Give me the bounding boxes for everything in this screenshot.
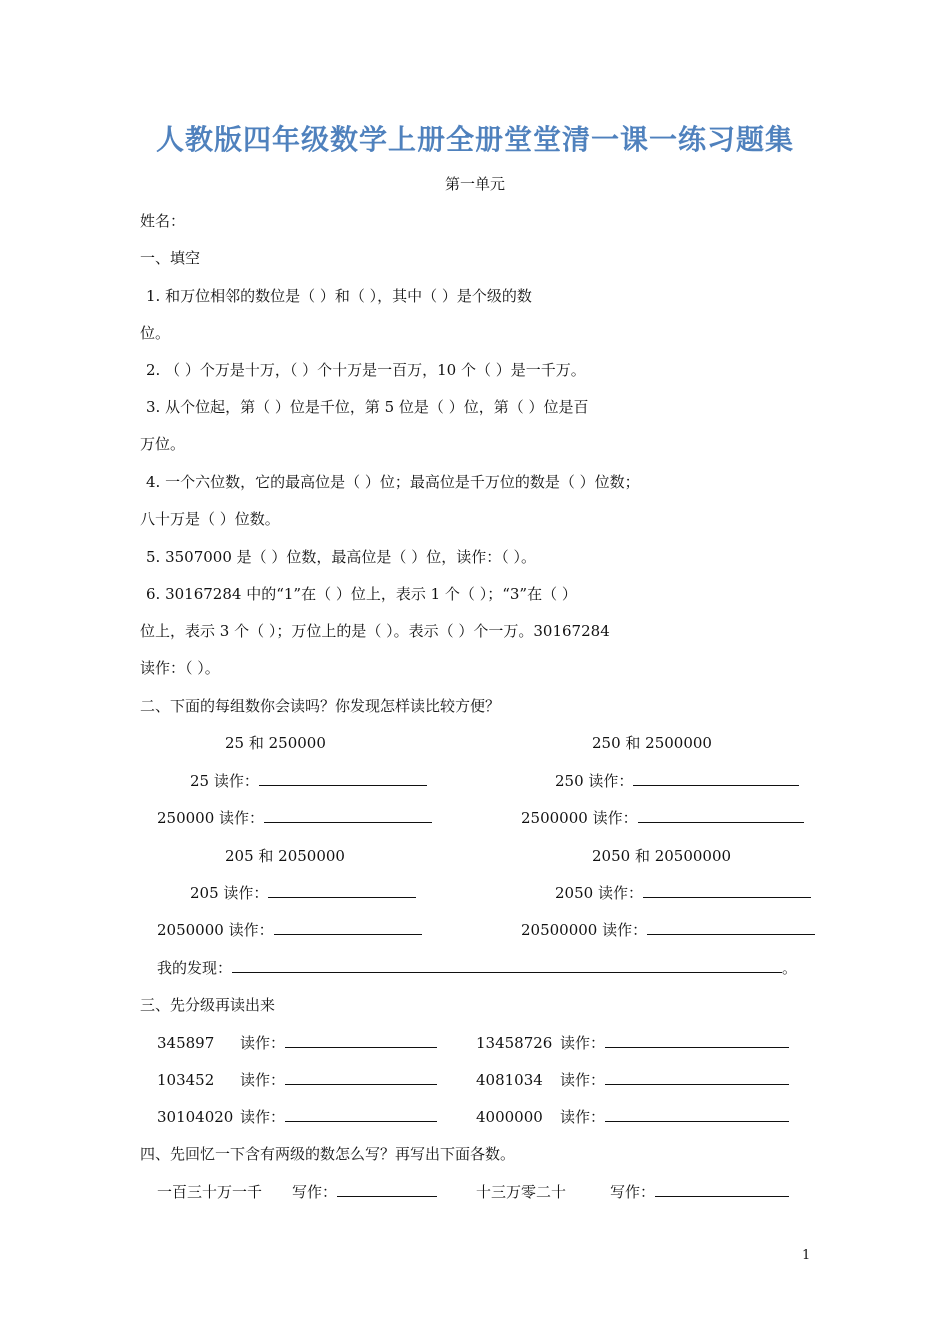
question-4-line-1: 4. 一个六位数，它的最高位是（ ）位；最高位是千万位的数是（ ）位数； <box>146 473 640 491</box>
question-5-line-1: 5. 3507000 是（ ）位数，最高位是（ ）位，读作：（ ）。 <box>146 548 536 566</box>
question-3-line-2: 万位。 <box>140 435 186 453</box>
answer-blank[interactable] <box>285 1107 437 1122</box>
number-left: 103452 <box>157 1071 215 1089</box>
number-right: 4000000 <box>476 1108 543 1126</box>
question-6-line-2: 位上，表示 3 个（ ）；万位上的是（ ）。表示（ ）个一万。30167284 <box>140 622 610 640</box>
write-item-2: 十三万零二十 <box>476 1183 567 1201</box>
answer-blank[interactable] <box>643 883 811 898</box>
write-label: 写作： <box>610 1183 656 1201</box>
answer-blank[interactable] <box>285 1033 437 1048</box>
group-2-right-title: 2050 和 20500000 <box>592 847 732 865</box>
read-label: 读作： <box>240 1108 286 1126</box>
number-right: 4081034 <box>476 1071 543 1089</box>
read-label: 读作： <box>560 1034 606 1052</box>
write-row-2 <box>610 1182 789 1202</box>
read-row-2-right <box>560 1070 789 1090</box>
reading-row-2-left <box>157 808 432 828</box>
answer-blank[interactable] <box>274 920 422 935</box>
read-row-3-left <box>240 1107 437 1127</box>
reading-row-3-right <box>555 883 811 903</box>
name-label: 姓名： <box>140 212 186 230</box>
question-6-line-1: 6. 30167284 中的“1”在（ ）位上，表示 1 个（ ）；“3”在（ ） <box>146 585 577 603</box>
answer-blank[interactable] <box>633 771 799 786</box>
write-row-1 <box>292 1182 437 1202</box>
unit-subtitle: 第一单元 <box>444 175 505 193</box>
reading-label: 2050 读作： <box>555 884 643 902</box>
answer-blank[interactable] <box>285 1070 437 1085</box>
discovery-blank[interactable] <box>232 958 782 973</box>
read-row-1-right <box>560 1033 789 1053</box>
answer-blank[interactable] <box>605 1033 789 1048</box>
reading-label: 20500000 读作： <box>521 921 648 939</box>
page-number: 1 <box>802 1248 811 1263</box>
discovery-label: 我的发现： <box>157 959 233 977</box>
answer-blank[interactable] <box>647 920 815 935</box>
reading-row-4-left <box>157 920 422 940</box>
write-item-1: 一百三十万一千 <box>157 1183 263 1201</box>
reading-row-2-right <box>521 808 804 828</box>
question-6-line-3: 读作：（ ）。 <box>140 659 220 677</box>
read-label: 读作： <box>240 1071 286 1089</box>
reading-row-3-left <box>190 883 416 903</box>
reading-row-1-left <box>190 771 427 791</box>
answer-blank[interactable] <box>655 1182 789 1197</box>
answer-blank[interactable] <box>605 1070 789 1085</box>
answer-blank[interactable] <box>264 808 432 823</box>
reading-label: 25 读作： <box>190 772 259 790</box>
read-row-3-right <box>560 1107 789 1127</box>
read-label: 读作： <box>560 1108 606 1126</box>
question-3-line-1: 3. 从个位起，第（ ）位是千位，第 5 位是（ ）位，第（ ）位是百 <box>146 398 589 416</box>
number-left: 345897 <box>157 1034 215 1052</box>
answer-blank[interactable] <box>268 883 416 898</box>
read-row-2-left <box>240 1070 437 1090</box>
reading-row-4-right <box>521 920 815 940</box>
read-row-1-left <box>240 1033 437 1053</box>
group-1-right-title: 250 和 2500000 <box>592 734 712 752</box>
write-label: 写作： <box>292 1183 338 1201</box>
number-left: 30104020 <box>157 1108 234 1126</box>
reading-label: 250 读作： <box>555 772 634 790</box>
discovery-end: 。 <box>782 959 798 977</box>
discovery-row <box>157 958 797 978</box>
question-1-line-2: 位。 <box>140 324 171 342</box>
section4-heading: 四、先回忆一下含有两级的数怎么写？再写出下面各数。 <box>140 1145 516 1163</box>
reading-label: 2050000 读作： <box>157 921 274 939</box>
question-4-line-2: 八十万是（ ）位数。 <box>140 510 280 528</box>
read-label: 读作： <box>560 1071 606 1089</box>
reading-label: 2500000 读作： <box>521 809 638 827</box>
reading-label: 250000 读作： <box>157 809 265 827</box>
answer-blank[interactable] <box>337 1182 437 1197</box>
reading-row-1-right <box>555 771 799 791</box>
section3-heading: 三、先分级再读出来 <box>140 996 276 1014</box>
section2-heading: 二、下面的每组数你会读吗？你发现怎样读比较方便？ <box>140 697 501 715</box>
answer-blank[interactable] <box>638 808 804 823</box>
group-2-left-title: 205 和 2050000 <box>225 847 345 865</box>
document-title: 人教版四年级数学上册全册堂堂清一课一练习题集 <box>155 123 794 156</box>
answer-blank[interactable] <box>605 1107 789 1122</box>
answer-blank[interactable] <box>259 771 427 786</box>
section1-heading: 一、填空 <box>140 249 201 267</box>
read-label: 读作： <box>240 1034 286 1052</box>
reading-label: 205 读作： <box>190 884 269 902</box>
question-2-line-1: 2. （ ）个万是十万，（ ）个十万是一百万，10 个（ ）是一千万。 <box>146 361 586 379</box>
group-1-left-title: 25 和 250000 <box>225 734 326 752</box>
number-right: 13458726 <box>476 1034 553 1052</box>
question-1-line-1: 1. 和万位相邻的数位是（ ）和（ ），其中（ ）是个级的数 <box>146 287 532 305</box>
